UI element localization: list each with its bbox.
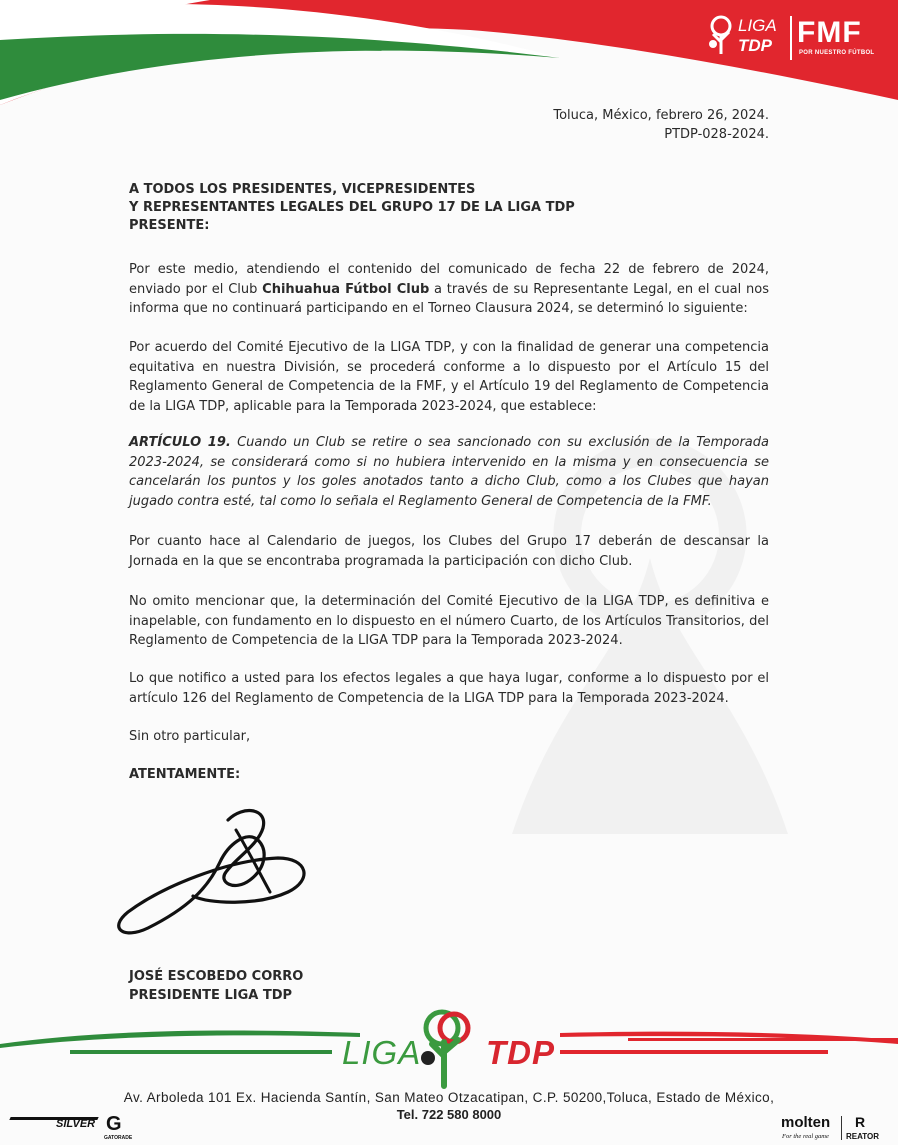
document-reference: PTDP-028-2024.: [664, 127, 769, 142]
logo-divider: [790, 16, 792, 60]
paragraph-intro: Por este medio, atendiendo el contenido del comunicado de fecha 22 de febrero de 2024, enviado por el Club Chihuahua Fútbol Club a través de su Representante Legal, en el cual nos informa que no continuará participando en el Torneo Clausura 2024, se determinó lo siguiente:: [129, 262, 770, 316]
sponsor-divider: [841, 1116, 842, 1140]
reator-logo: R: [855, 1114, 866, 1130]
sponsor-silver: SILVER: [56, 1118, 96, 1130]
paragraph-agreement: Por acuerdo del Comité Ejecutivo de la LIGA TDP, y con la finalidad de generar una competencia equitativa en nuestra División, se procederá conforme a lo dispuesto por el Artículo 15 del Reglamento General de Competencia de la FMF, y el Artículo 19 del Reglamento de Competencia de la LIGA TDP, aplicable para la Temporada 2023-2024, que establece:: [129, 340, 769, 414]
handwritten-signature: [108, 800, 318, 940]
footer-logo-tdp: TDP: [486, 1034, 555, 1071]
addressee-line: A TODOS LOS PRESIDENTES, VICEPRESIDENTES: [129, 182, 476, 197]
paragraph-notification: Lo que notifico a usted para los efectos legales a que haya lugar, conforme a lo dispuesto por el artículo 126 del Reglamento de Competencia de la LIGA TDP para la Temporada 2023-2024.: [129, 671, 769, 706]
footer-phone: Tel. 722 580 8000: [396, 1107, 502, 1122]
place-date: Toluca, México, febrero 26, 2024.: [553, 108, 769, 123]
header-logo-tdp: TDP: [738, 36, 772, 55]
closing-text: Sin otro particular,: [129, 729, 251, 744]
header-logo-fmf: FMF: [797, 16, 862, 49]
sponsor-reator: REATOR: [846, 1132, 880, 1141]
paragraph-calendar: Por cuanto hace al Calendario de juegos, los Clubes del Grupo 17 deberán de descansar la Jornada en la que se encontraba programada la participación con dicho Club.: [129, 534, 769, 569]
header-logo-liga: LIGA: [738, 16, 777, 35]
article-label: ARTÍCULO 19.: [129, 435, 231, 450]
liga-tdp-fmf-logo: [704, 12, 884, 64]
tree-icon: [706, 14, 736, 58]
footer-stripes: [0, 1000, 898, 1145]
signer-name: JOSÉ ESCOBEDO CORRO: [129, 969, 304, 984]
addressee-line: PRESENTE:: [129, 218, 210, 233]
club-name: Chihuahua Fútbol Club: [262, 281, 430, 297]
sponsor-gatorade: GATORADE: [104, 1135, 133, 1141]
paragraph-article-19: ARTÍCULO 19. Cuando un Club se retire o sea sancionado con su exclusión de la Temporada 2023-2024, se considerará como si no hubiera intervenido en la misma y en consecuencia se cancelarán los puntos y los goles anotados tanto a dicho Club, como a los Clubes que hayan jugado contra esté, tal como lo señala el Reglamento General de Competencia de la FMF.: [129, 435, 769, 509]
addressee-block: [129, 181, 575, 235]
paragraph-determination: No omito mencionar que, la determinación del Comité Ejecutivo de la LIGA TDP, es definitiva e inapelable, con fundamento en lo dispuesto en el número Cuarto, de los Artículos Transitorios, del Reglamento de Competencia de la LIGA TDP para la Temporada 2023-2024.: [129, 594, 769, 648]
footer-address: Av. Arboleda 101 Ex. Hacienda Santín, San Mateo Otzacatipan, C.P. 50200,Toluca, Estado de México,: [123, 1090, 775, 1105]
sponsor-molten: molten: [781, 1114, 831, 1131]
signer-title: PRESIDENTE LIGA TDP: [129, 988, 293, 1003]
gatorade-logo: G: [106, 1113, 122, 1135]
addressee-line: Y REPRESENTANTES LEGALES DEL GRUPO 17 DE LA LIGA TDP: [129, 200, 575, 215]
sign-off: ATENTAMENTE:: [129, 767, 241, 782]
header-logo-tagline: POR NUESTRO FÚTBOL: [799, 50, 875, 56]
footer-logo-liga: LIGA: [342, 1034, 422, 1071]
molten-tagline: For the real game: [782, 1133, 829, 1140]
